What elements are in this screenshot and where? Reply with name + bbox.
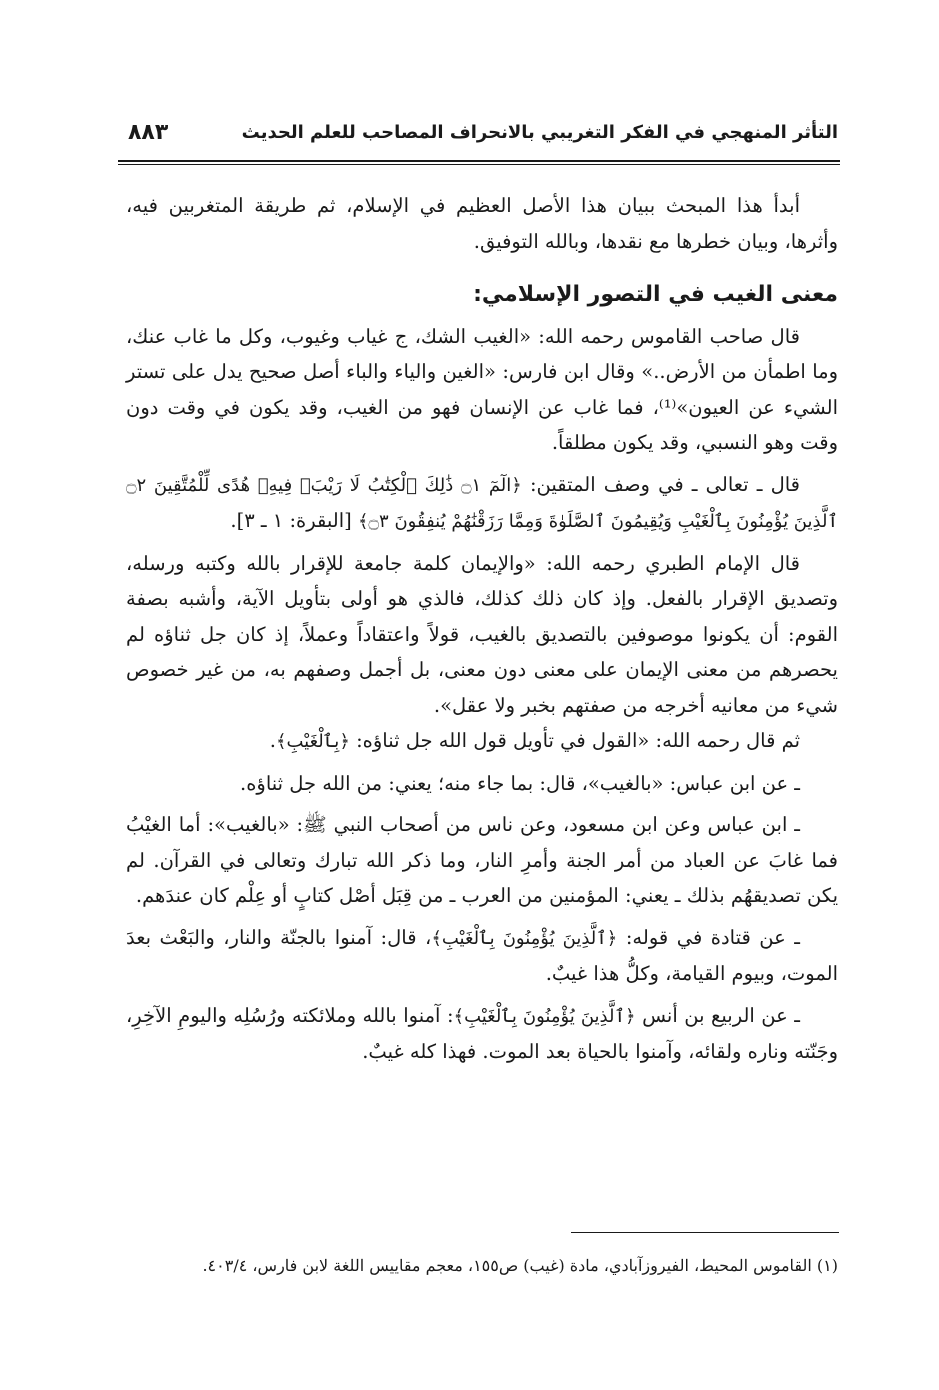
- footnote-rule: [571, 1232, 839, 1233]
- paragraph-ibn-masud: ـ ابن عباس وعن ابن مسعود، وعن ناس من أصحاب النبي ﷺ: «بالغيب»: أما الغيْبُ فما غابَ عن العباد من أمر الجنة وأمرِ النار، وما ذكر الله تبارك وتعالى في القرآن. لم يكن تصديقهُم بذلك ـ يعني: المؤمنين من العرب ـ من قِبَل أصْل كتابٍ أو عِلْم كان عندَهم.: [126, 813, 838, 907]
- quran-verse: ﴿الٓمٓ ۝١ ذَٰلِكَ ٱلْكِتَٰبُ لَا رَيْبَۛ فِيهِۛ هُدًى لِّلْمُتَّقِينَ ۝٢ ٱلَّذِينَ يُؤْمِنُونَ بِٱلْغَيْبِ وَيُقِيمُونَ ٱلصَّلَوٰةَ وَمِمَّا رَزَقْنَٰهُمْ يُنفِقُونَ ۝٣﴾: [126, 474, 838, 532]
- paragraph-tabari-quote: [126, 723, 838, 760]
- body-text: [126, 188, 838, 1070]
- header-rule-thin: [118, 164, 840, 165]
- verse-reference: [البقرة: ١ ـ ٣].: [230, 509, 358, 532]
- paragraph-qatadah: [126, 920, 838, 992]
- paragraph-qamus: قال صاحب القاموس رحمه الله: «الغيب الشك، ج غياب وغيوب، وكل ما غاب عنك، وما اطمأن من الأرض..» وقال ابن فارس: «الغين والياء والباء أصل صحيح يدل على تستر الشيء عن العيون»⁽¹⁾، فما غاب عن الإنسان فهو من الغيب، وقد يكون في وقت دون وقت وهو النسبي، وقد يكون مطلقاً.: [126, 324, 838, 454]
- page-number: ٨٨٣: [128, 120, 169, 145]
- paragraph-text: ثم قال رحمه الله: «القول في تأويل قول الله جل ثناؤه:: [349, 729, 800, 752]
- paragraph-text: : آمنوا بالله وملائكته ورُسُلِه واليومِ الآخِرِ، وجَنّته وناره ولقائه، وآمنوا بالحياة بعد الموت. فهذا كله غيبٌ.: [126, 1003, 838, 1063]
- paragraph-rabi: [126, 998, 838, 1070]
- paragraph-text: .: [269, 729, 276, 752]
- running-header-title: التأثر المنهجي في الفكر التغريبي بالانحراف المصاحب للعلم الحديث: [241, 122, 838, 143]
- section-heading: معنى الغيب في التصور الإسلامي:: [473, 282, 838, 307]
- footnotes: [126, 1248, 838, 1284]
- paragraph-text: قال ـ تعالى ـ في وصف المتقين:: [521, 472, 801, 496]
- paragraph-ibn-abbas: ـ عن ابن عباس: «بالغيب»، قال: بما جاء منه؛ يعني: من الله جل ثناؤه.: [240, 771, 800, 795]
- quran-verse: ﴿ٱلَّذِينَ يُؤْمِنُونَ بِٱلْغَيْبِ﴾: [453, 1005, 636, 1027]
- intro-paragraph: أبدأ هذا المبحث ببيان هذا الأصل العظيم في الإسلام، ثم طريقة المتغربين فيه، وأثرها، وبيان خطرها مع نقدها، وبالله التوفيق.: [126, 194, 838, 253]
- paragraph-tabari: قال الإمام الطبري رحمه الله: «والإيمان كلمة جامعة للإقرار بالله وكتبه ورسله، وتصديق الإقرار بالفعل. وإذ كان ذلك كذلك، فالذي هو أولى بتأويل الآية، وأشبه بصفة القوم: أن يكونوا موصوفين بالتصديق بالغيب، قولاً واعتقاداً وعملاً، إذ كان جل ثناؤه لم يحصرهم من معنى الإيمان على معنى دون معنى، بل أجمل وصفهم به، من غير خصوص شيء من معانيه أخرجه من صفتهم بخبر ولا عقل».: [126, 551, 838, 717]
- paragraph-quran-baqarah: [126, 467, 838, 540]
- paragraph-text: ـ عن الربيع بن أنس: [635, 1003, 800, 1027]
- running-header: [118, 116, 838, 156]
- quran-verse: ﴿بِٱلْغَيْبِ﴾: [275, 731, 350, 752]
- footnote-1: (١) القاموس المحيط، الفيروزآبادي، مادة (غيب) ص١٥٥، معجم مقاييس اللغة لابن فارس، ٤٠٣/٤.: [202, 1256, 838, 1275]
- quran-verse: ﴿ٱلَّذِينَ يُؤْمِنُونَ بِٱلْغَيْبِ﴾: [431, 927, 618, 949]
- paragraph-text: ـ عن قتادة في قوله:: [617, 925, 800, 949]
- header-rule: [118, 160, 840, 162]
- paragraph-text: ، قال: آمنوا بالجنّة والنار، والبَعْث بعدَ الموت، وبيوم القيامة، وكلُّ هذا غيبٌ.: [126, 925, 838, 985]
